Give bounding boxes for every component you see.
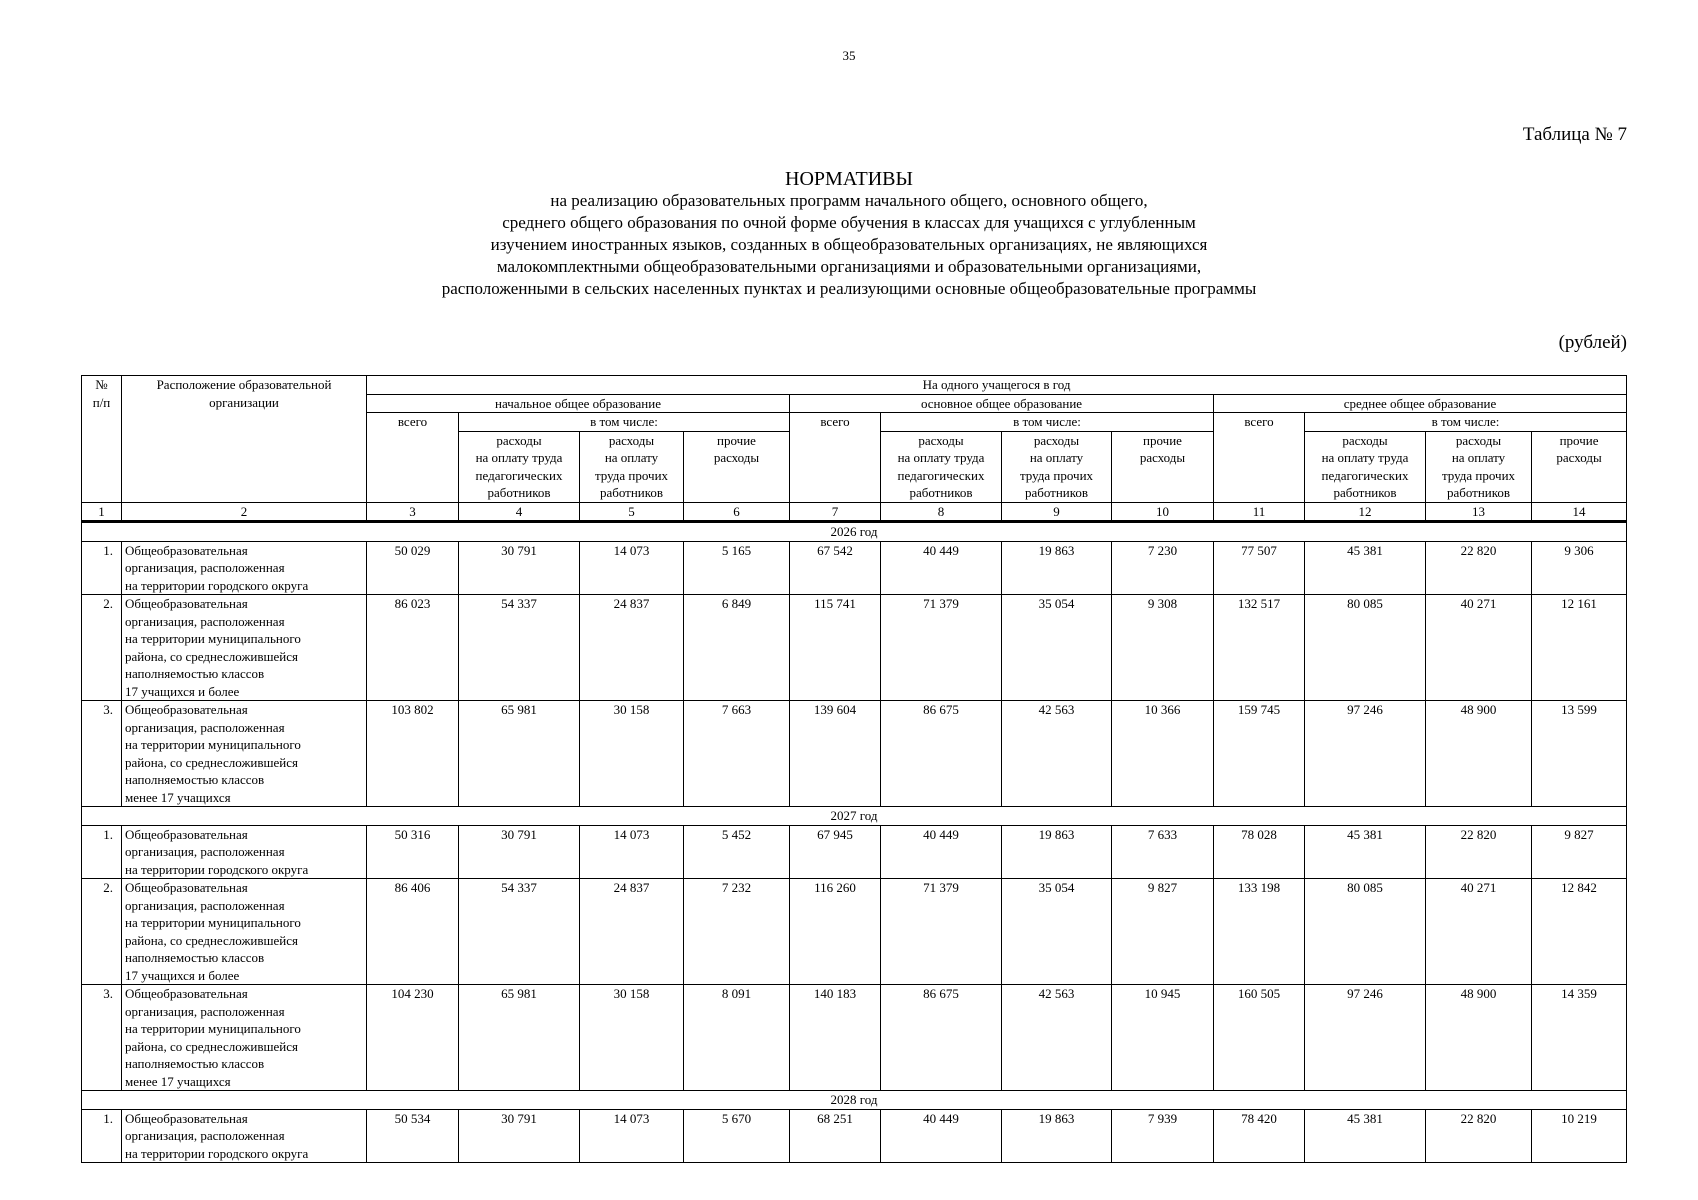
header-ped-salary: расходы на оплату труда педагогических работников — [1305, 431, 1426, 502]
amount-cell: 9 827 — [1532, 825, 1627, 879]
amount-cell: 14 359 — [1532, 985, 1627, 1091]
amount-cell: 8 091 — [684, 985, 790, 1091]
amount-cell: 24 837 — [580, 879, 684, 985]
amount-cell: 10 945 — [1112, 985, 1214, 1091]
amount-cell: 7 232 — [684, 879, 790, 985]
column-number: 1 — [82, 502, 122, 522]
row-number: 3. — [82, 701, 122, 807]
amount-cell: 42 563 — [1002, 701, 1112, 807]
year-row — [82, 807, 1627, 826]
amount-cell: 12 842 — [1532, 879, 1627, 985]
amount-cell: 133 198 — [1214, 879, 1305, 985]
amount-cell: 103 802 — [367, 701, 459, 807]
amount-cell: 45 381 — [1305, 1109, 1426, 1163]
amount-cell: 48 900 — [1426, 701, 1532, 807]
amount-cell: 14 073 — [580, 825, 684, 879]
header-total: всего — [367, 413, 459, 503]
organization-location: Общеобразовательная организация, расположенная на территории городского округа — [122, 1109, 367, 1163]
amount-cell: 6 849 — [684, 595, 790, 701]
header-including: в том числе: — [1305, 413, 1627, 432]
column-number: 2 — [122, 502, 367, 522]
organization-location: Общеобразовательная организация, расположенная на территории городского округа — [122, 541, 367, 595]
amount-cell: 13 599 — [1532, 701, 1627, 807]
header-ped-salary: расходы на оплату труда педагогических работников — [459, 431, 580, 502]
title-line: изучением иностранных языков, созданных в общеобразовательных организациях, не являющихся — [490, 235, 1208, 254]
amount-cell: 80 085 — [1305, 879, 1426, 985]
amount-cell: 40 271 — [1426, 879, 1532, 985]
column-number: 10 — [1112, 502, 1214, 522]
amount-cell: 40 449 — [881, 541, 1002, 595]
amount-cell: 77 507 — [1214, 541, 1305, 595]
header-ped-salary: расходы на оплату труда педагогических работников — [881, 431, 1002, 502]
title-line: расположенными в сельских населенных пунктах и реализующими основные общеобразовательные программы — [441, 279, 1257, 298]
amount-cell: 54 337 — [459, 595, 580, 701]
year-row — [82, 522, 1627, 542]
header-total: всего — [790, 413, 881, 503]
table-number: Таблица № 7 — [1522, 124, 1627, 145]
amount-cell: 35 054 — [1002, 595, 1112, 701]
table-row — [82, 1109, 1627, 1163]
amount-cell: 14 073 — [580, 541, 684, 595]
header-total: всего — [1214, 413, 1305, 503]
amount-cell: 67 542 — [790, 541, 881, 595]
title-line: на реализацию образовательных программ начального общего, основного общего, — [550, 191, 1148, 210]
column-number: 4 — [459, 502, 580, 522]
header-per-student: На одного учащегося в год — [367, 376, 1627, 395]
amount-cell: 54 337 — [459, 879, 580, 985]
amount-cell: 65 981 — [459, 701, 580, 807]
amount-cell: 30 158 — [580, 985, 684, 1091]
header-other-salary: расходы на оплату труда прочих работников — [580, 431, 684, 502]
column-number: 11 — [1214, 502, 1305, 522]
column-number: 7 — [790, 502, 881, 522]
header-row — [82, 376, 1627, 395]
title-line: малокомплектными общеобразовательными организациями и образовательными организациями, — [496, 257, 1202, 276]
row-number: 2. — [82, 595, 122, 701]
amount-cell: 78 028 — [1214, 825, 1305, 879]
amount-cell: 7 633 — [1112, 825, 1214, 879]
amount-cell: 67 945 — [790, 825, 881, 879]
amount-cell: 19 863 — [1002, 1109, 1112, 1163]
organization-location: Общеобразовательная организация, расположенная на территории городского округа — [122, 825, 367, 879]
header-other-salary: расходы на оплату труда прочих работников — [1426, 431, 1532, 502]
organization-location: Общеобразовательная организация, расположенная на территории муниципального района, со среднесложившейся наполняемостью классов 17 учащихся и более — [122, 879, 367, 985]
amount-cell: 7 939 — [1112, 1109, 1214, 1163]
amount-cell: 40 449 — [881, 1109, 1002, 1163]
table-row — [82, 825, 1627, 879]
header-other-expenses: прочие расходы — [1532, 431, 1627, 502]
row-number: 1. — [82, 541, 122, 595]
title-line: среднего общего образования по очной форме обучения в классах для учащихся с углубленным — [502, 213, 1196, 232]
column-number: 3 — [367, 502, 459, 522]
amount-cell: 71 379 — [881, 595, 1002, 701]
row-number: 3. — [82, 985, 122, 1091]
column-number: 6 — [684, 502, 790, 522]
amount-cell: 19 863 — [1002, 825, 1112, 879]
title-heading: НОРМАТИВЫ — [785, 168, 913, 190]
table-row — [82, 595, 1627, 701]
amount-cell: 116 260 — [790, 879, 881, 985]
amount-cell: 45 381 — [1305, 541, 1426, 595]
year-row — [82, 1091, 1627, 1110]
amount-cell: 115 741 — [790, 595, 881, 701]
table-row — [82, 701, 1627, 807]
amount-cell: 159 745 — [1214, 701, 1305, 807]
table-row — [82, 879, 1627, 985]
amount-cell: 9 827 — [1112, 879, 1214, 985]
amount-cell: 132 517 — [1214, 595, 1305, 701]
amount-cell: 86 675 — [881, 701, 1002, 807]
header-including: в том числе: — [459, 413, 790, 432]
amount-cell: 42 563 — [1002, 985, 1112, 1091]
amount-cell: 12 161 — [1532, 595, 1627, 701]
organization-location: Общеобразовательная организация, расположенная на территории муниципального района, со среднесложившейся наполняемостью классов 17 учащихся и более — [122, 595, 367, 701]
header-other-expenses: прочие расходы — [1112, 431, 1214, 502]
amount-cell: 30 791 — [459, 541, 580, 595]
amount-cell: 40 449 — [881, 825, 1002, 879]
amount-cell: 5 165 — [684, 541, 790, 595]
amount-cell: 50 029 — [367, 541, 459, 595]
amount-cell: 24 837 — [580, 595, 684, 701]
header-other-expenses: прочие расходы — [684, 431, 790, 502]
table-body — [82, 376, 1627, 1163]
organization-location: Общеобразовательная организация, расположенная на территории муниципального района, со среднесложившейся наполняемостью классов менее 17 учащихся — [122, 985, 367, 1091]
amount-cell: 7 230 — [1112, 541, 1214, 595]
amount-cell: 22 820 — [1426, 541, 1532, 595]
amount-cell: 68 251 — [790, 1109, 881, 1163]
amount-cell: 30 791 — [459, 825, 580, 879]
header-other-salary: расходы на оплату труда прочих работников — [1002, 431, 1112, 502]
amount-cell: 97 246 — [1305, 985, 1426, 1091]
amount-cell: 14 073 — [580, 1109, 684, 1163]
document-title — [0, 168, 1698, 300]
header-location: Расположение образовательной организации — [122, 376, 367, 503]
amount-cell: 10 366 — [1112, 701, 1214, 807]
amount-cell: 140 183 — [790, 985, 881, 1091]
row-number: 1. — [82, 825, 122, 879]
header-num: № п/п — [82, 376, 122, 503]
amount-cell: 35 054 — [1002, 879, 1112, 985]
organization-location: Общеобразовательная организация, расположенная на территории муниципального района, со среднесложившейся наполняемостью классов менее 17 учащихся — [122, 701, 367, 807]
column-number: 12 — [1305, 502, 1426, 522]
header-group-primary: начальное общее образование — [367, 394, 790, 413]
year-label: 2028 год — [82, 1091, 1627, 1110]
amount-cell: 50 534 — [367, 1109, 459, 1163]
amount-cell: 139 604 — [790, 701, 881, 807]
amount-cell: 22 820 — [1426, 1109, 1532, 1163]
table-row — [82, 541, 1627, 595]
amount-cell: 86 023 — [367, 595, 459, 701]
column-number: 9 — [1002, 502, 1112, 522]
column-number: 13 — [1426, 502, 1532, 522]
amount-cell: 7 663 — [684, 701, 790, 807]
row-number: 2. — [82, 879, 122, 985]
table-row — [82, 985, 1627, 1091]
year-label: 2027 год — [82, 807, 1627, 826]
column-number: 5 — [580, 502, 684, 522]
amount-cell: 65 981 — [459, 985, 580, 1091]
amount-cell: 19 863 — [1002, 541, 1112, 595]
year-label: 2026 год — [82, 522, 1627, 542]
amount-cell: 97 246 — [1305, 701, 1426, 807]
amount-cell: 9 308 — [1112, 595, 1214, 701]
amount-cell: 86 675 — [881, 985, 1002, 1091]
column-numbers-row — [82, 502, 1627, 522]
header-including: в том числе: — [881, 413, 1214, 432]
amount-cell: 5 670 — [684, 1109, 790, 1163]
page-number: 35 — [842, 48, 856, 63]
amount-cell: 104 230 — [367, 985, 459, 1091]
units-label: (рублей) — [1558, 332, 1627, 353]
amount-cell: 50 316 — [367, 825, 459, 879]
amount-cell: 10 219 — [1532, 1109, 1627, 1163]
amount-cell: 80 085 — [1305, 595, 1426, 701]
amount-cell: 45 381 — [1305, 825, 1426, 879]
amount-cell: 5 452 — [684, 825, 790, 879]
amount-cell: 30 791 — [459, 1109, 580, 1163]
amount-cell: 160 505 — [1214, 985, 1305, 1091]
amount-cell: 86 406 — [367, 879, 459, 985]
header-group-basic: основное общее образование — [790, 394, 1214, 413]
amount-cell: 30 158 — [580, 701, 684, 807]
norms-table — [81, 375, 1627, 1163]
amount-cell: 78 420 — [1214, 1109, 1305, 1163]
column-number: 8 — [881, 502, 1002, 522]
header-group-secondary: среднее общее образование — [1214, 394, 1627, 413]
row-number: 1. — [82, 1109, 122, 1163]
amount-cell: 40 271 — [1426, 595, 1532, 701]
amount-cell: 71 379 — [881, 879, 1002, 985]
amount-cell: 48 900 — [1426, 985, 1532, 1091]
amount-cell: 9 306 — [1532, 541, 1627, 595]
amount-cell: 22 820 — [1426, 825, 1532, 879]
column-number: 14 — [1532, 502, 1627, 522]
